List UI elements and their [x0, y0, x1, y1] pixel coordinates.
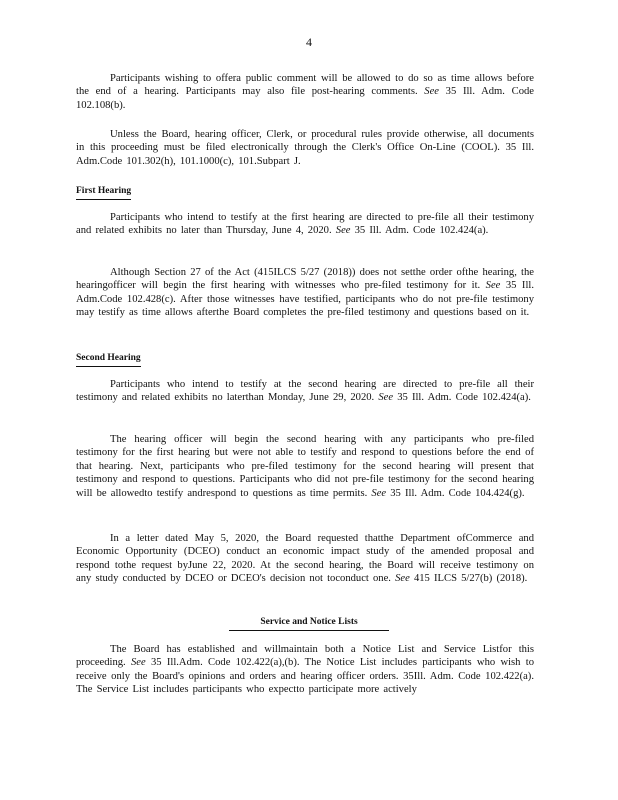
paragraph-public-comment: Participants wishing to offera public comment will be allowed to do so as time allows before the end of a hearing. Participants may also file post-hearing comments. See 35 Ill. Adm. Code 102.108(b). [76, 73, 534, 111]
heading-second-hearing: Second Hearing [76, 352, 141, 367]
paragraph-first-hearing-prefile: Participants who intend to testify at the first hearing are directed to pre-file all their testimony and related exhibits no later than Thursday, June 4, 2020. See 35 Ill. Adm. Code 102.424(a). [76, 212, 534, 237]
paragraph-dceo-study: In a letter dated May 5, 2020, the Board requested thatthe Department ofCommerce and Economic Opportunity (DCEO) conduct an economic impact study of the amended proposal and respond tothe request byJune 22, 2020. At the second hearing, the Board will receive testimony on any study conducted by DCEO or DCEO's decision not toconduct one. See 415 ILCS 5/27(b) (2018). [76, 533, 534, 585]
paragraph-first-hearing-order: Although Section 27 of the Act (415ILCS 5/27 (2018)) does not setthe order ofthe hearing, the hearingofficer will begin the first hearing with witnesses who pre-filed testimony for it. See 35 Ill. Adm.Code 102.428(c). After those witnesses have testified, participants who do not pre-file testimony may testify as time allows afterthe Board completes the pre-filed testimony and questions based on it. [76, 267, 534, 319]
heading-service-notice-lists: Service and Notice Lists [229, 616, 389, 631]
paragraph-notice-service-lists: The Board has established and willmaintain both a Notice List and Service Listfor this proceeding. See 35 Ill.Adm. Code 102.422(a),(b). The Notice List includes participants who wish to receive only the Board's opinions and orders and hearing officer orders. 35Ill. Adm. Code 102.422(a). The Service List includes participants who expectto participate more actively [76, 644, 534, 696]
paragraph-second-hearing-order: The hearing officer will begin the second hearing with any participants who pre-filed testimony for the first hearing but were not able to testify and respond to questions before the end of that hearing. Next, participants who pre-filed testimony for the second hearing will present that testimony and respond to questions. Participants who did not pre-file testimony for the second hearing will be allowedto testify andrespond to questions as time permits. See 35 Ill. Adm. Code 104.424(g). [76, 434, 534, 499]
page-number: 4 [306, 35, 312, 49]
paragraph-second-hearing-prefile: Participants who intend to testify at the second hearing are directed to pre-file all their testimony and related exhibits no laterthan Monday, June 29, 2020. See 35 Ill. Adm. Code 102.424(a). [76, 379, 534, 404]
heading-first-hearing: First Hearing [76, 185, 131, 200]
paragraph-electronic-filing: Unless the Board, hearing officer, Clerk, or procedural rules provide otherwise, all documents in this proceeding must be filed electronically through the Clerk's Office On-Line (COOL). 35 Ill. Adm.Code 101.302(h), 101.1000(c), 101.Subpart J. [76, 129, 534, 167]
